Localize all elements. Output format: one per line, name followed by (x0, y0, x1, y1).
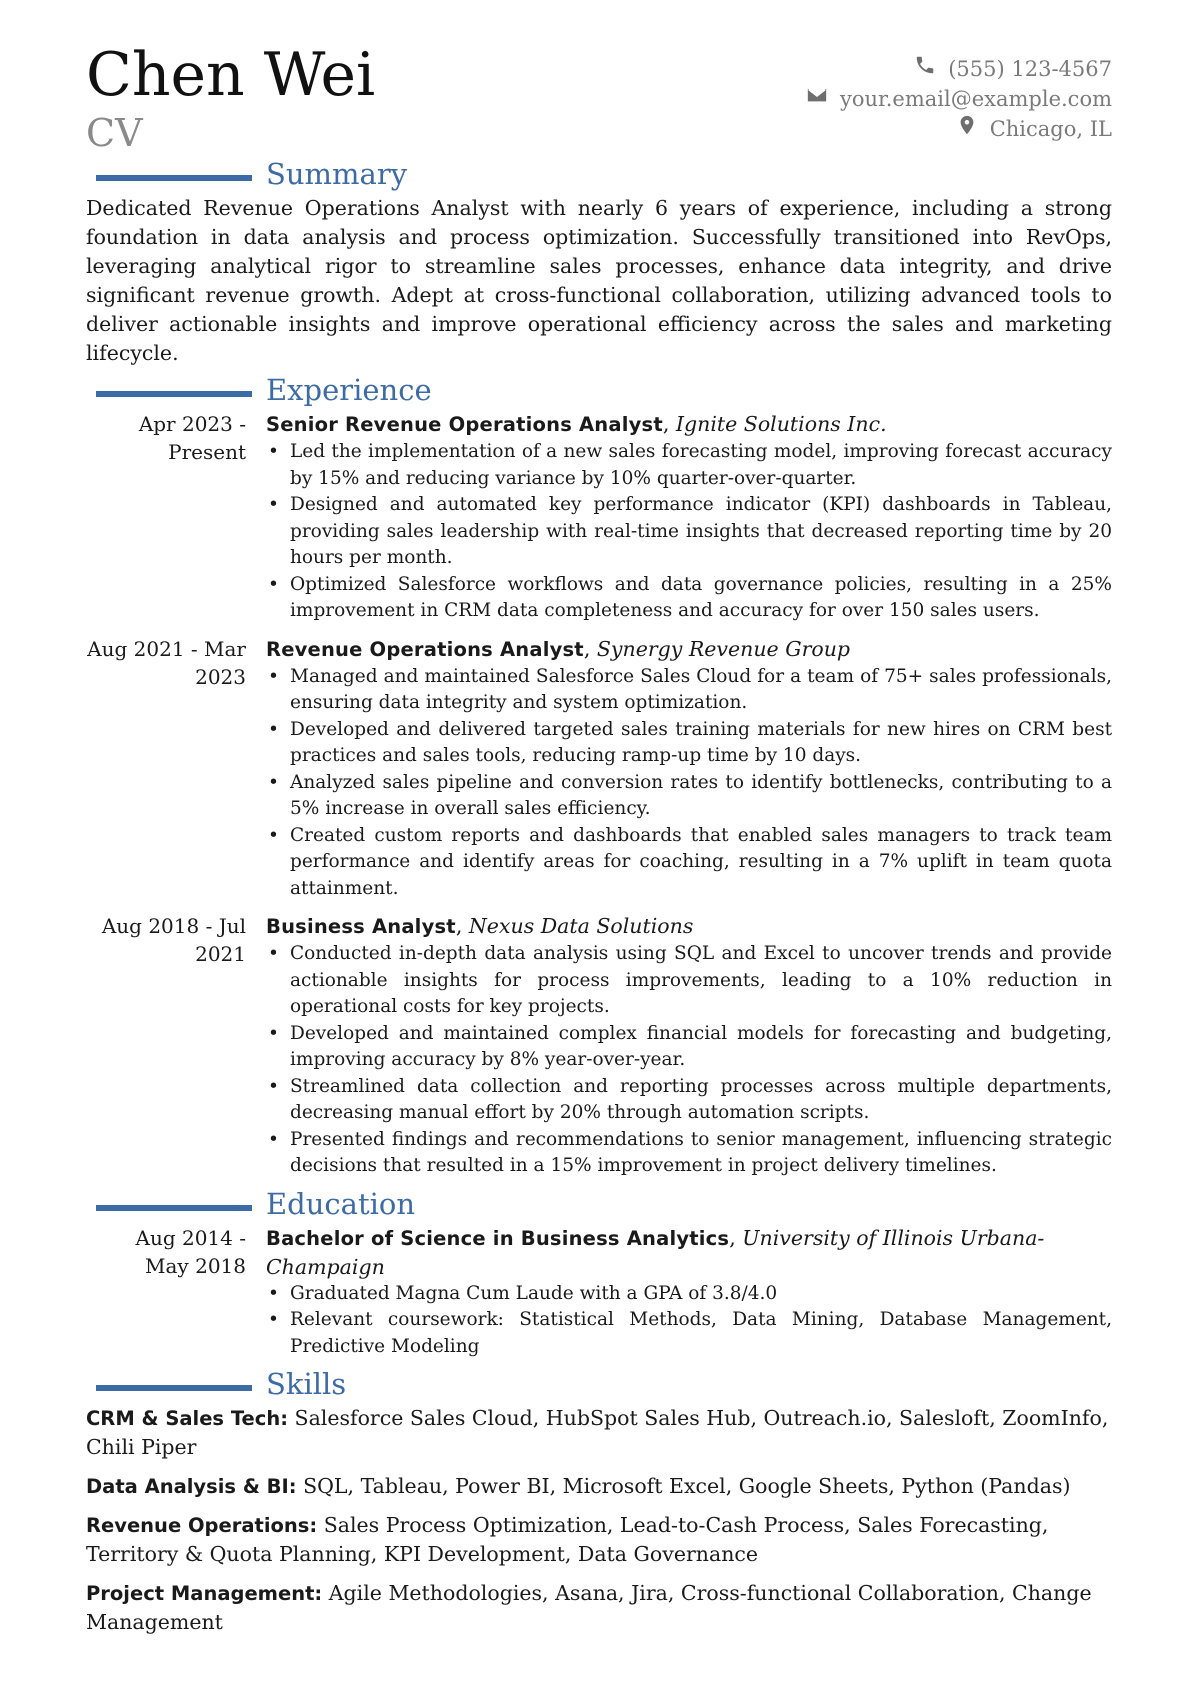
summary-section-heading (86, 157, 1112, 194)
section-title: Skills (266, 1367, 347, 1401)
skill-label: Project Management: (86, 1582, 323, 1605)
bullet-list (266, 439, 1112, 625)
entry-title: Senior Revenue Operations Analyst, Ignite Solutions Inc. (266, 412, 887, 436)
list-item: • Led the implementation of a new sales forecasting model, improving forecast accuracy by 15% and reducing variance by 10% quarter-over-quarter. (290, 439, 1112, 492)
job-organization: Nexus Data Solutions (468, 914, 694, 938)
section-accent-bar (96, 175, 252, 181)
experience-entry (86, 912, 1112, 1180)
education-entry (86, 1224, 1112, 1361)
entry-title: Revenue Operations Analyst, Synergy Revenue Group (266, 636, 851, 661)
list-item: • Conducted in-depth data analysis using SQL and Excel to uncover trends and provide actionable insights for process improvements, leading to a 10% reduction in operational costs for key projects. (290, 941, 1112, 1021)
job-organization: Synergy Revenue Group (596, 636, 851, 661)
entry-date: Aug 2021 - Mar 2023 (87, 636, 246, 689)
entry-body (266, 410, 1112, 625)
bullet-list (266, 941, 1112, 1180)
experience-section-heading (86, 373, 1112, 410)
contact-block (806, 54, 1112, 144)
list-item: • Managed and maintained Salesforce Sales Cloud for a team of 75+ sales professionals, ensuring data integrity and system optimization. (290, 664, 1112, 717)
document-subtitle: CV (86, 111, 143, 155)
skill-group (86, 1511, 1112, 1569)
skill-items: Salesforce Sales Cloud, HubSpot Sales Hub, Outreach.io, Salesloft, ZoomInfo, Chili Piper (86, 1406, 1109, 1459)
skill-items: Agile Methodologies, Asana, Jira, Cross-functional Collaboration, Change Management (86, 1581, 1092, 1634)
entry-date: Apr 2023 - Present (138, 412, 246, 464)
resume-page (86, 40, 1112, 1647)
section-accent-bar (96, 1205, 252, 1211)
list-item: • Created custom reports and dashboards that enabled sales managers to track team performance and identify areas for coaching, resulting in a 7% uplift in team quota attainment. (290, 823, 1112, 903)
experience-entry (86, 635, 1112, 903)
list-item: • Developed and maintained complex financial models for forecasting and budgeting, improving accuracy by 8% year-over-year. (290, 1021, 1112, 1074)
skill-group (86, 1472, 1112, 1501)
entry-title: Bachelor of Science in Business Analytics, University of Illinois Urbana-Champaign (266, 1225, 1045, 1279)
list-item: • Optimized Salesforce workflows and data governance policies, resulting in a 25% improvement in CRM data completeness and accuracy for over 150 sales users. (290, 572, 1112, 625)
list-item: • Relevant coursework: Statistical Methods, Data Mining, Database Management, Predictive Modeling (290, 1307, 1112, 1360)
entry-body (266, 1224, 1112, 1361)
envelope-icon (806, 84, 828, 114)
bullet-list (266, 1281, 1112, 1361)
school-name: University of Illinois Urbana-Champaign (266, 1225, 1045, 1279)
experience-entry (86, 410, 1112, 625)
list-item: • Streamlined data collection and reporting processes across multiple departments, decreasing manual effort by 20% through automation scripts. (290, 1074, 1112, 1127)
education-section-heading (86, 1186, 1112, 1224)
section-title: Summary (266, 157, 408, 191)
phone-icon (914, 54, 936, 84)
entry-body (266, 912, 1112, 1180)
skill-label: Data Analysis & BI: (86, 1475, 297, 1498)
list-item: • Presented findings and recommendations to senior management, influencing strategic decisions that resulted in a 15% improvement in project delivery timelines. (290, 1127, 1112, 1180)
list-item: • Designed and automated key performance indicator (KPI) dashboards in Tableau, providing sales leadership with real-time insights that decreased reporting time by 20 hours per month. (290, 492, 1112, 572)
list-item: • Developed and delivered targeted sales training materials for new hires on CRM best practices and sales tools, reducing ramp-up time by 10 days. (290, 717, 1112, 770)
location-text: Chicago, IL (989, 117, 1112, 141)
contact-location (806, 114, 1112, 144)
section-accent-bar (96, 391, 252, 397)
map-pin-icon (956, 114, 978, 144)
summary-text: Dedicated Revenue Operations Analyst with nearly 6 years of experience, including a strong foundation in data analysis and process optimization. Successfully transitioned into RevOps, leveraging analytical rigor to streamline sales processes, enhance data integrity, and drive significant revenue growth. Adept at cross-functional collaboration, utilizing advanced tools to deliver actionable insights and improve operational efficiency across the sales and marketing lifecycle. (86, 196, 1112, 365)
entry-body (266, 635, 1112, 903)
skill-label: CRM & Sales Tech: (86, 1407, 288, 1430)
degree-name: Bachelor of Science in Business Analytics (266, 1226, 730, 1250)
job-role: Senior Revenue Operations Analyst (266, 413, 663, 436)
entry-date: Aug 2018 - Jul 2021 (101, 914, 246, 966)
section-title: Experience (266, 373, 432, 407)
job-organization: Ignite Solutions Inc. (675, 412, 887, 436)
skill-items: Sales Process Optimization, Lead-to-Cash Process, Sales Forecasting, Territory & Quota Planning, KPI Development, Data Governance (86, 1513, 1049, 1566)
job-role: Business Analyst (266, 915, 456, 938)
skill-group (86, 1404, 1112, 1462)
section-title: Education (266, 1186, 416, 1221)
entry-date: Aug 2014 - May 2018 (135, 1225, 246, 1278)
bullet-list (266, 664, 1112, 903)
skills-section-heading (86, 1367, 1112, 1404)
job-role: Revenue Operations Analyst (266, 637, 584, 661)
entry-title: Business Analyst, Nexus Data Solutions (266, 914, 694, 938)
resume-header (86, 40, 1112, 160)
skill-group (86, 1579, 1112, 1637)
skill-label: Revenue Operations: (86, 1514, 318, 1537)
email-address[interactable]: your.email@example.com (839, 87, 1112, 111)
candidate-name: Chen Wei (86, 40, 376, 110)
phone-number: (555) 123-4567 (948, 57, 1112, 81)
skill-items: SQL, Tableau, Power BI, Microsoft Excel, Google Sheets, Python (Pandas) (303, 1474, 1071, 1498)
section-accent-bar (96, 1385, 252, 1391)
contact-email (806, 84, 1112, 114)
list-item: • Graduated Magna Cum Laude with a GPA of 3.8/4.0 (290, 1281, 1112, 1308)
contact-phone (806, 54, 1112, 84)
list-item: • Analyzed sales pipeline and conversion rates to identify bottlenecks, contributing to a 5% increase in overall sales efficiency. (290, 770, 1112, 823)
